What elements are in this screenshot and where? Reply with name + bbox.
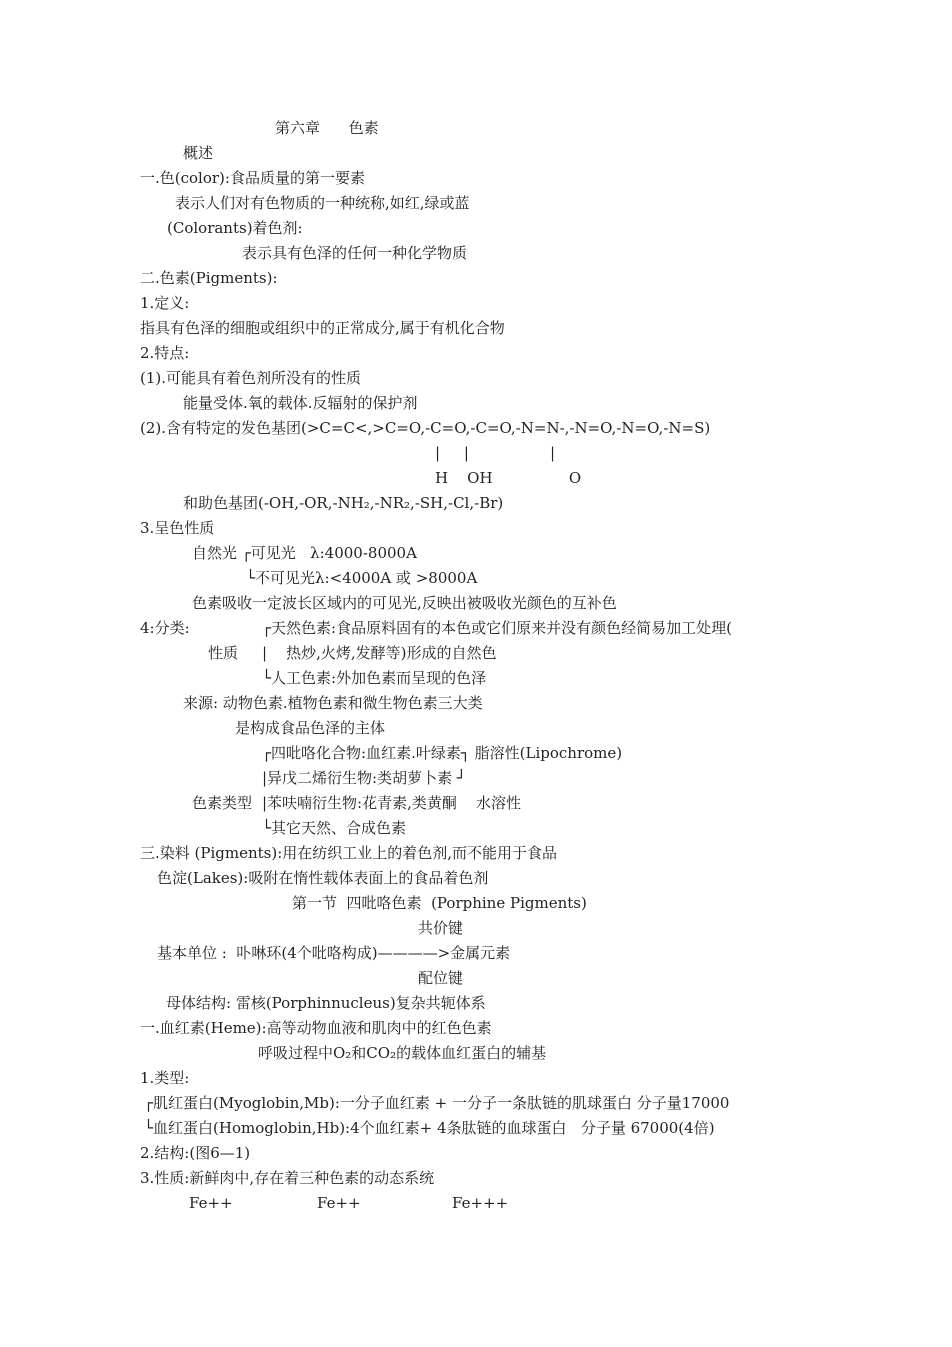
text-line: 指具有色泽的细胞或组织中的正常成分,属于有机化合物 [140,319,505,337]
text-line: 是构成食品色泽的主体 [235,719,386,737]
text-line: ┌四吡咯化合物:血红素.叶绿素┐ 脂溶性(Lipochrome) [262,744,623,762]
text-line: 表示人们对有色物质的一种统称,如红,绿或蓝 [175,194,470,212]
text-line: 色淀(Lakes):吸附在惰性载体表面上的食品着色剂 [157,869,489,887]
section-color-heading: 一.色(color):食品质量的第一要素 [140,169,365,187]
text-line: 1.定义: [140,294,190,312]
text-line: 3.呈色性质 [140,519,215,537]
text-line: 能量受体.氧的载体.反辐射的保护剂 [183,394,418,412]
chromophore-line: (2).含有特定的发色基团(>C=C<,>C=O,-C=O,-C=O,-N=N-,-N=O,-N=O,-N=S) [140,419,711,437]
text-line: 2.结构:(图6—1) [140,1144,251,1162]
iron-state-label: Fe++ [189,1194,233,1212]
classification-label: 色素类型 [192,794,253,812]
text-line: |苯呋喃衍生物:花青素,类黄酮 水溶性 [262,794,521,812]
text-line: 基本单位 : 卟啉环(4个吡咯构成)————>金属元素 [157,944,511,962]
text-line: |异戊二烯衍生物:类胡萝卜素 ┘ [262,769,466,787]
text-line: └其它天然、合成色素 [262,819,407,837]
text-line: 表示具有色泽的任何一种化学物质 [242,244,468,262]
section-title: 第一节 四吡咯色素 (Porphine Pigments) [292,894,587,912]
text-line: 母体结构: 雷核(Porphinnucleus)复杂共轭体系 [166,994,486,1012]
auxochrome-line: 和助色基团(-OH,-OR,-NH₂,-NR₂,-SH,-Cl,-Br) [183,494,504,512]
chromophore-atoms: H OH O [435,469,582,487]
classification-heading: 4:分类: [140,619,190,637]
iron-state-label: Fe++ [317,1194,361,1212]
text-line: 色素吸收一定波长区域内的可见光,反映出被吸收光颜色的互补色 [192,594,617,612]
text-line: └不可见光λ:<4000A 或 >8000A [246,569,478,587]
text-line: 3.性质:新鲜肉中,存在着三种色素的动态系统 [140,1169,435,1187]
text-line: └血红蛋白(Homoglobin,Hb):4个血红素+ 4条肽链的血球蛋白 分子量 67000(4倍) [144,1119,715,1137]
text-line: | 热炒,火烤,发酵等)形成的自然色 [262,644,497,662]
text-line: 来源: 动物色素.植物色素和微生物色素三大类 [183,694,483,712]
iron-state-label: Fe+++ [452,1194,509,1212]
section-dyes-heading: 三.染料 (Pigments):用在纺织工业上的着色剂,而不能用于食品 [140,844,558,862]
text-line: 自然光 ┌可见光 λ:4000-8000A [192,544,417,562]
text-line: 配位键 [418,969,464,987]
chromophore-bonds: | | | [435,444,556,462]
section-pigments-heading: 二.色素(Pigments): [140,269,278,287]
text-line: 2.特点: [140,344,190,362]
text-line: (1).可能具有着色剂所没有的性质 [140,369,362,387]
text-line: ┌肌红蛋白(Myoglobin,Mb):一分子血红素 + 一分子一条肽链的肌球蛋白 分子量17000 [144,1094,730,1112]
classification-label: 性质 [208,644,239,662]
chapter-title: 第六章 色素 [275,119,379,137]
overview-heading: 概述 [183,144,214,162]
text-line: 共价键 [418,919,464,937]
heme-heading: 一.血红素(Heme):高等动物血液和肌肉中的红色色素 [140,1019,492,1037]
text-line: └人工色素:外加色素而呈现的色泽 [262,669,487,687]
text-line: ┌天然色素:食品原料固有的本色或它们原来并没有颜色经简易加工处理( [262,619,732,637]
text-line: 呼吸过程中O₂和CO₂的载体血红蛋白的辅基 [258,1044,547,1062]
text-line: (Colorants)着色剂: [167,219,303,237]
text-line: 1.类型: [140,1069,190,1087]
